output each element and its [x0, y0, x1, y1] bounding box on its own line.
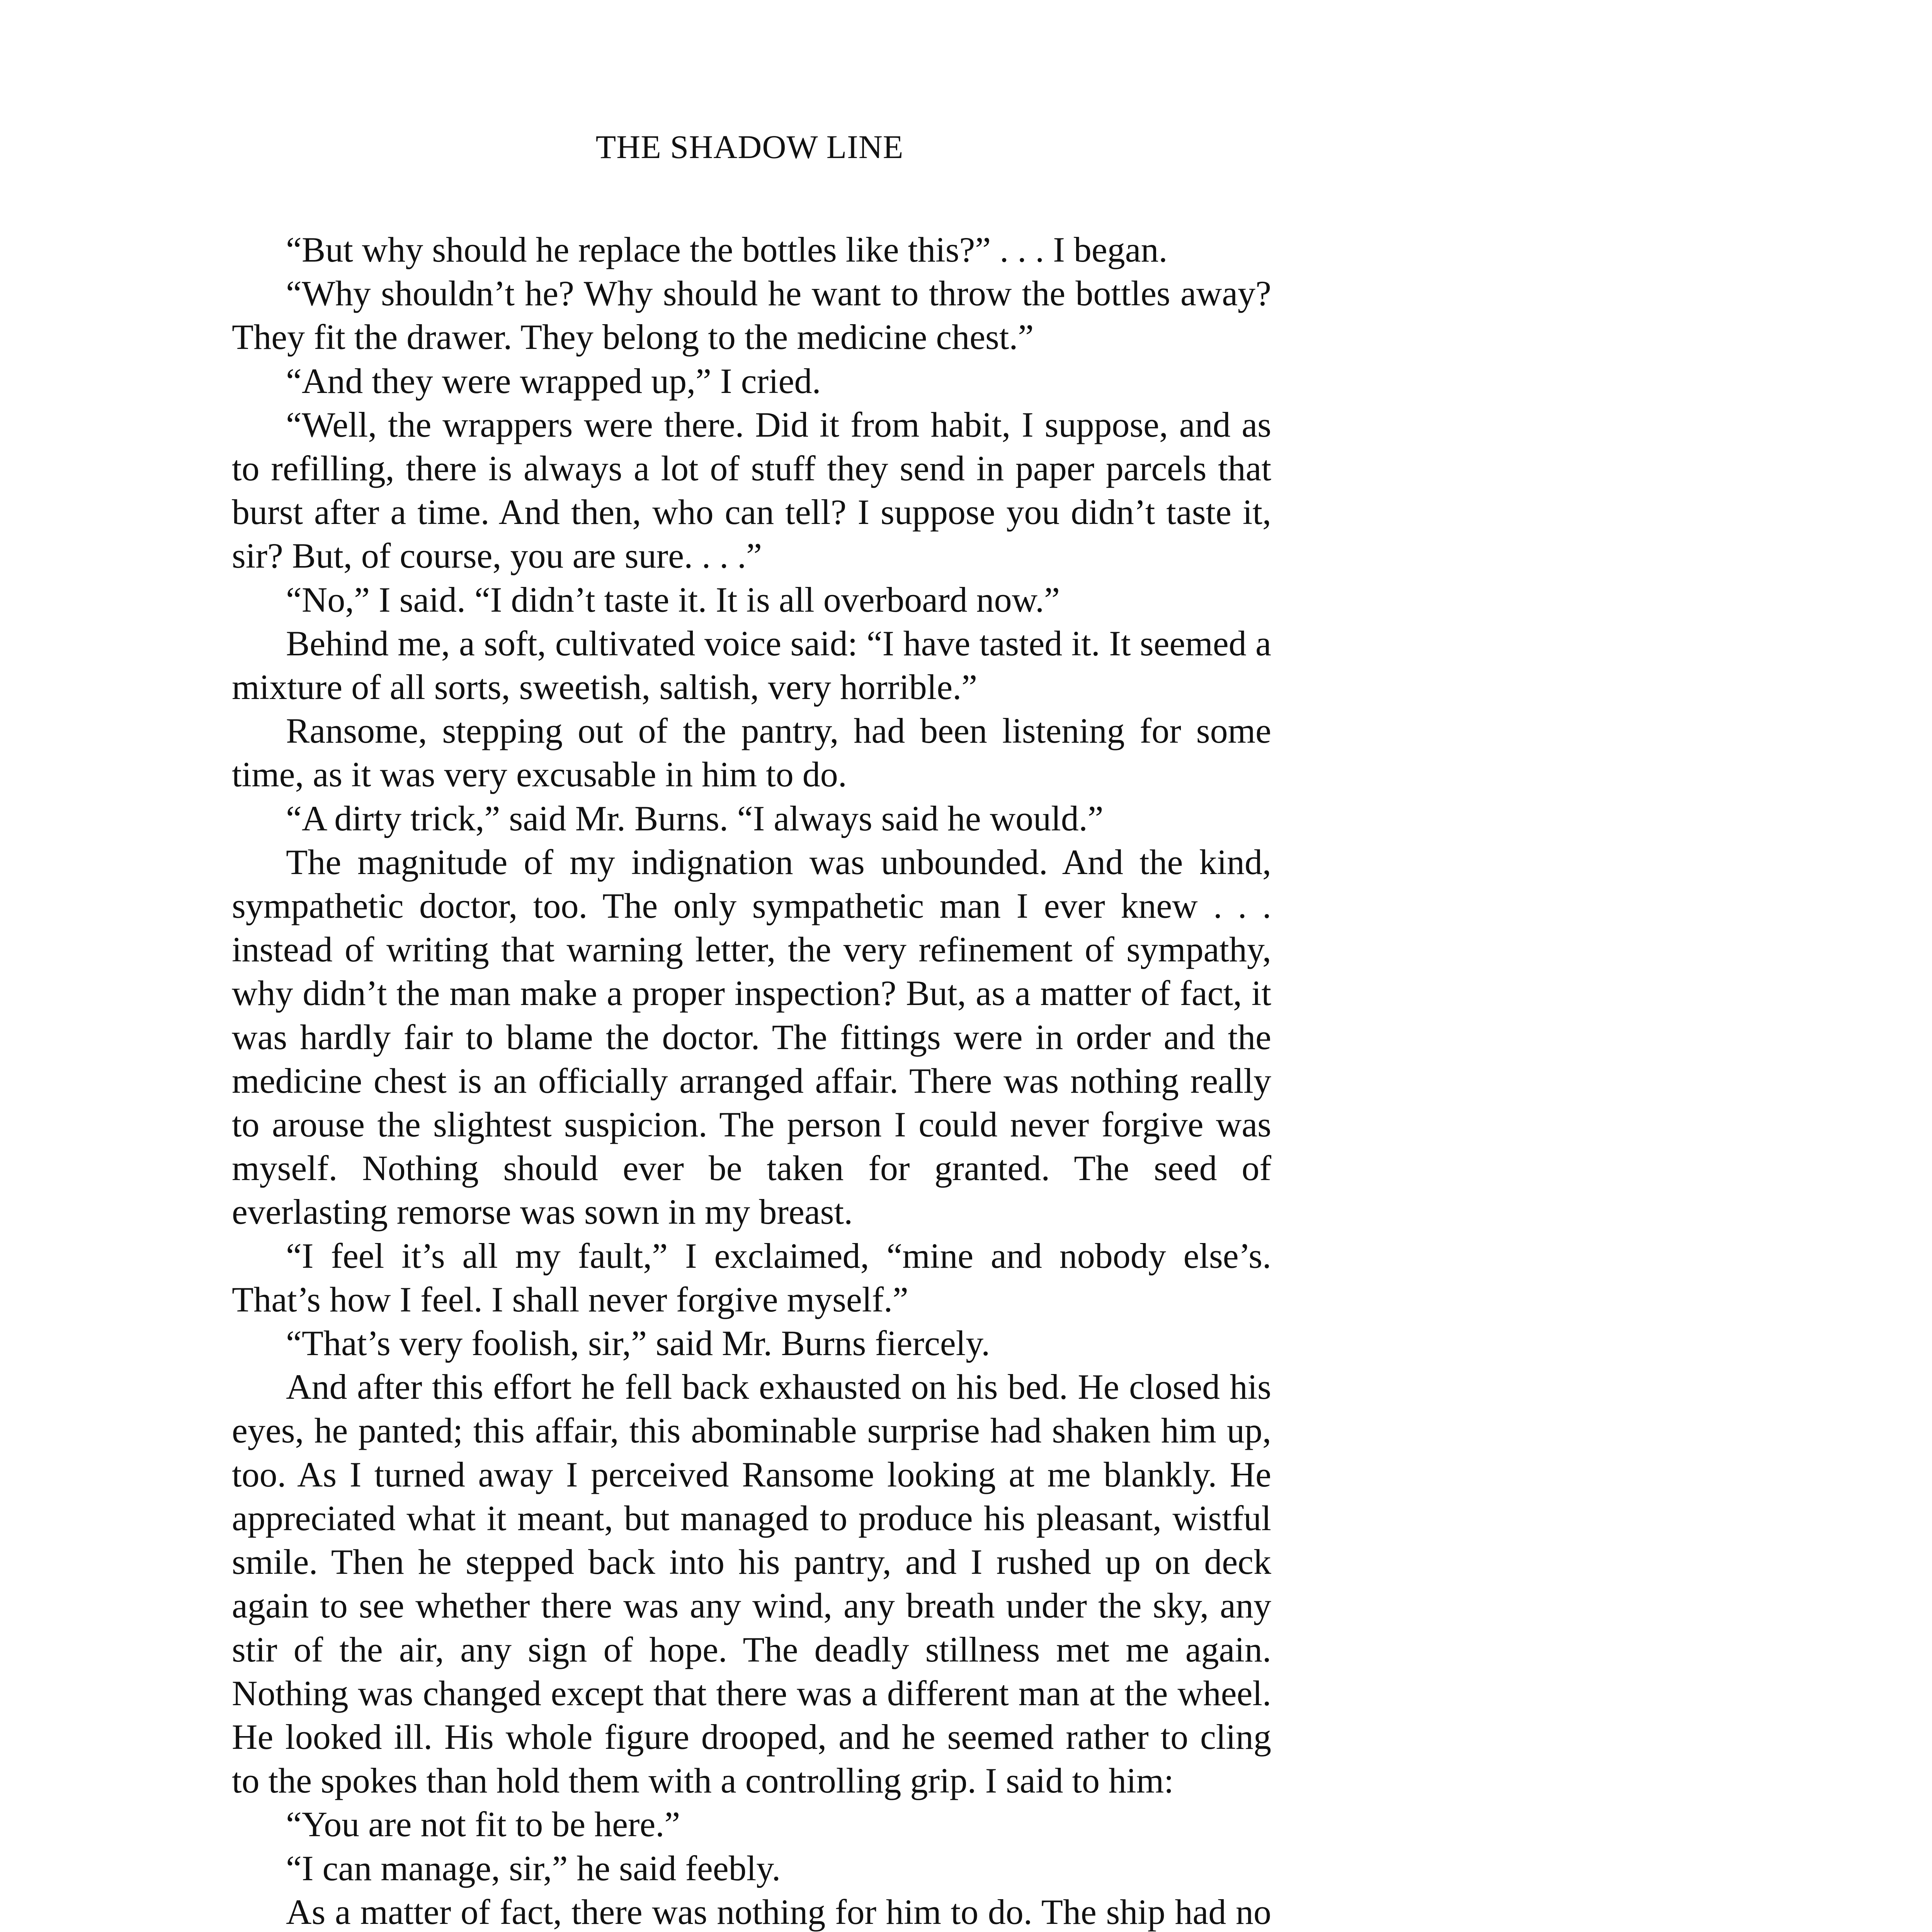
- running-header: THE SHADOW LINE: [595, 128, 904, 165]
- paragraph: “You are not fit to be here.”: [286, 1804, 680, 1844]
- paragraph: “A dirty trick,” said Mr. Burns. “I always said he would.”: [286, 798, 1104, 838]
- paragraph: And after this effort he fell back exhausted on his bed. He closed his eyes, he panted; this affair, this abominable surprise had shaken him up, too. As I turned away I perceived Ransome looking at me blankly. He appreciated what it meant, but managed to produce his pleasant, wistful smile. Then he stepped back into his pantry, and I rushed up on deck again to see whether there was any wind, any breath under the sky, any stir of the air, any sign of hope. The deadly stillness met me again. Nothing was changed except that there was a different man at the wheel. He looked ill. His whole figure drooped, and he seemed rather to cling to the spokes than hold them with a controlling grip. I said to him:: [232, 1367, 1271, 1801]
- paragraph: Behind me, a soft, cultivated voice said: “I have tasted it. It seemed a mixture of all sorts, sweetish, saltish, very horrible.”: [232, 623, 1271, 707]
- paragraph: “I feel it’s all my fault,” I exclaimed, “mine and nobody else’s. That’s how I feel. I shall never forgive myself.”: [232, 1236, 1271, 1319]
- paragraph: “Why shouldn’t he? Why should he want to throw the bottles away? They fit the drawer. They belong to the medicine chest.”: [232, 274, 1271, 357]
- paragraph: “And they were wrapped up,” I cried.: [286, 361, 821, 401]
- paragraph: “But why should he replace the bottles like this?” . . . I began.: [286, 230, 1168, 269]
- page-body: [232, 228, 1271, 1932]
- paragraph: The magnitude of my indignation was unbounded. And the kind, sympathetic doctor, too. The only sympathetic man I ever knew . . . instead of writing that warning letter, the very refinement of sympathy, why didn’t the man make a proper inspection? But, as a matter of fact, it was hardly fair to blame the doctor. The fittings were in order and the medicine chest is an officially arranged affair. There was nothing really to arouse the slightest suspicion. The person I could never forgive was myself. Nothing should ever be taken for granted. The seed of everlasting remorse was sown in my breast.: [232, 842, 1271, 1232]
- paragraph: As a matter of fact, there was nothing for him to do. The ship had no: [286, 1892, 1271, 1932]
- paragraph: “No,” I said. “I didn’t taste it. It is all overboard now.”: [286, 580, 1060, 619]
- paragraph: “That’s very foolish, sir,” said Mr. Burns fiercely.: [286, 1323, 990, 1363]
- paragraph: Ransome, stepping out of the pantry, had been listening for some time, as it was very excusable in him to do.: [232, 711, 1271, 794]
- paragraph: “I can manage, sir,” he said feebly.: [286, 1848, 781, 1888]
- paragraph: “Well, the wrappers were there. Did it from habit, I suppose, and as to refilling, there is always a lot of stuff they send in paper parcels that burst after a time. And then, who can tell? I suppose you didn’t taste it, sir? But, of course, you are sure. . . .”: [232, 405, 1271, 576]
